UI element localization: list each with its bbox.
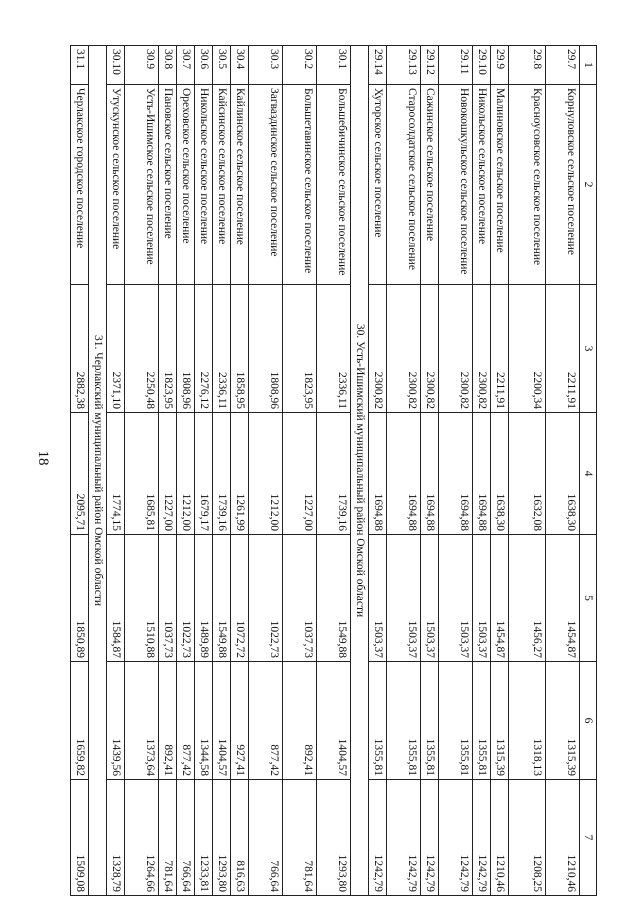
- value-cell: 1638,30: [491, 413, 509, 535]
- row-code: 30.5: [213, 46, 231, 85]
- value-cell: 1233,81: [195, 780, 213, 896]
- value-cell: 1503,37: [421, 535, 439, 662]
- value-cell: 1404,57: [213, 662, 231, 780]
- value-cell: 2336,11: [213, 285, 231, 413]
- value-cell: 1694,88: [473, 413, 491, 535]
- value-cell: 1503,37: [473, 535, 491, 662]
- table-body: [71, 46, 597, 896]
- value-cell: 2095,71: [71, 413, 89, 535]
- table-row: [369, 46, 387, 896]
- settlement-name: Ореховское сельское поселение: [177, 85, 195, 285]
- value-cell: 1261,99: [231, 413, 249, 535]
- row-code: 30.6: [195, 46, 213, 85]
- value-cell: 1242,79: [439, 780, 473, 896]
- settlement-name: Пановское сельское поселение: [159, 85, 177, 285]
- value-cell: 877,42: [249, 662, 283, 780]
- value-cell: 1404,57: [317, 662, 351, 780]
- table-row: [125, 46, 159, 896]
- table-row: [317, 46, 351, 896]
- value-cell: 1808,96: [249, 285, 283, 413]
- value-cell: 1264,66: [125, 780, 159, 896]
- value-cell: 1808,96: [177, 285, 195, 413]
- row-code: 29.9: [491, 46, 509, 85]
- row-code: 30.8: [159, 46, 177, 85]
- value-cell: 1850,89: [71, 535, 89, 662]
- value-cell: 1293,80: [213, 780, 231, 896]
- value-cell: 1549,88: [317, 535, 351, 662]
- value-cell: 1210,46: [491, 780, 509, 896]
- value-cell: 2250,48: [125, 285, 159, 413]
- value-cell: 1694,88: [421, 413, 439, 535]
- row-code: 30.4: [231, 46, 249, 85]
- header-cell: 6: [580, 662, 597, 780]
- settlement-name: Кайлинское сельское поселение: [231, 85, 249, 285]
- row-code: 30.10: [107, 46, 125, 85]
- value-cell: 1685,81: [125, 413, 159, 535]
- value-cell: 1739,16: [317, 413, 351, 535]
- value-cell: 1242,79: [387, 780, 421, 896]
- table-row: [177, 46, 195, 896]
- settlement-name: Старосолдатское сельское поселение: [387, 85, 421, 285]
- value-cell: 1315,39: [546, 662, 580, 780]
- settlement-name: Усть-Ишимское сельское поселение: [125, 85, 159, 285]
- settlement-name: Сажинское сельское поселение: [421, 85, 439, 285]
- table-row: [509, 46, 546, 896]
- value-cell: 2200,34: [509, 285, 546, 413]
- value-cell: 1774,15: [107, 413, 125, 535]
- value-cell: 2300,82: [439, 285, 473, 413]
- value-cell: 1439,56: [107, 662, 125, 780]
- header-cell: 3: [580, 285, 597, 413]
- table-row: [231, 46, 249, 896]
- value-cell: 1210,46: [546, 780, 580, 896]
- row-code: 30.2: [283, 46, 317, 85]
- page-number: 18: [35, 450, 51, 466]
- section-title: 30. Усть-Ишимский муниципальный район Омской области: [351, 46, 369, 896]
- value-cell: 1694,88: [387, 413, 421, 535]
- table-row: [387, 46, 421, 896]
- row-code: 30.3: [249, 46, 283, 85]
- value-cell: 892,41: [159, 662, 177, 780]
- value-cell: 2300,82: [421, 285, 439, 413]
- section-title: 31. Черлакский муниципальный район Омской области: [89, 46, 107, 896]
- value-cell: 1242,79: [421, 780, 439, 896]
- table-row: [107, 46, 125, 896]
- settlement-name: Новокошкульское сельское поселение: [439, 85, 473, 285]
- value-cell: 1242,79: [473, 780, 491, 896]
- header-cell: 4: [580, 413, 597, 535]
- value-cell: 1072,72: [231, 535, 249, 662]
- rotated-table-container: [49, 45, 597, 895]
- table-row: [71, 46, 89, 896]
- value-cell: 1659,82: [71, 662, 89, 780]
- value-cell: 1318,13: [509, 662, 546, 780]
- value-cell: 1212,00: [249, 413, 283, 535]
- table-row: [439, 46, 473, 896]
- row-code: 30.7: [177, 46, 195, 85]
- table-row: [283, 46, 317, 896]
- value-cell: 1355,81: [421, 662, 439, 780]
- section-row: [351, 46, 369, 896]
- tariff-table: [70, 45, 597, 896]
- value-cell: 2211,91: [546, 285, 580, 413]
- header-cell: 1: [580, 46, 597, 85]
- settlement-name: Утускунское сельское поселение: [107, 85, 125, 285]
- value-cell: 1315,39: [491, 662, 509, 780]
- row-code: 29.10: [473, 46, 491, 85]
- settlement-name: Никольское сельское поселение: [473, 85, 491, 285]
- settlement-name: Большебичинское сельское поселение: [317, 85, 351, 285]
- value-cell: 766,64: [177, 780, 195, 896]
- value-cell: 927,41: [231, 662, 249, 780]
- value-cell: 1489,89: [195, 535, 213, 662]
- table-row: [491, 46, 509, 896]
- value-cell: 877,42: [177, 662, 195, 780]
- value-cell: 1355,81: [473, 662, 491, 780]
- value-cell: 1823,95: [283, 285, 317, 413]
- row-code: 30.9: [125, 46, 159, 85]
- value-cell: 1355,81: [387, 662, 421, 780]
- value-cell: 1823,95: [159, 285, 177, 413]
- table-header-row: [580, 46, 597, 896]
- value-cell: 1503,37: [387, 535, 421, 662]
- row-code: 29.12: [421, 46, 439, 85]
- value-cell: 2300,82: [369, 285, 387, 413]
- value-cell: 1858,95: [231, 285, 249, 413]
- value-cell: 1293,80: [317, 780, 351, 896]
- value-cell: 1227,00: [283, 413, 317, 535]
- value-cell: 1344,58: [195, 662, 213, 780]
- value-cell: 1454,87: [491, 535, 509, 662]
- table-row: [546, 46, 580, 896]
- table-row: [213, 46, 231, 896]
- value-cell: 1584,87: [107, 535, 125, 662]
- value-cell: 1694,88: [439, 413, 473, 535]
- row-code: 31.1: [71, 46, 89, 85]
- value-cell: 781,64: [159, 780, 177, 896]
- row-code: 29.14: [369, 46, 387, 85]
- value-cell: 1242,79: [369, 780, 387, 896]
- value-cell: 766,64: [249, 780, 283, 896]
- header-cell: 2: [580, 85, 597, 285]
- value-cell: 1638,30: [546, 413, 580, 535]
- settlement-name: Загваздинское сельское поселение: [249, 85, 283, 285]
- value-cell: 892,41: [283, 662, 317, 780]
- value-cell: 1037,73: [159, 535, 177, 662]
- table-row: [195, 46, 213, 896]
- value-cell: 1694,88: [369, 413, 387, 535]
- value-cell: 1503,37: [369, 535, 387, 662]
- value-cell: 1355,81: [369, 662, 387, 780]
- value-cell: 2300,82: [387, 285, 421, 413]
- row-code: 29.13: [387, 46, 421, 85]
- value-cell: 1208,25: [509, 780, 546, 896]
- value-cell: 1373,64: [125, 662, 159, 780]
- row-code: 29.8: [509, 46, 546, 85]
- table-row: [249, 46, 283, 896]
- value-cell: 1227,00: [159, 413, 177, 535]
- settlement-name: Красноусовское сельское поселение: [509, 85, 546, 285]
- value-cell: 2371,10: [107, 285, 125, 413]
- settlement-name: Черлакское городское поселение: [71, 85, 89, 285]
- table-row: [421, 46, 439, 896]
- value-cell: 781,64: [283, 780, 317, 896]
- value-cell: 1503,37: [439, 535, 473, 662]
- value-cell: 1456,27: [509, 535, 546, 662]
- row-code: 30.1: [317, 46, 351, 85]
- value-cell: 2211,91: [491, 285, 509, 413]
- value-cell: 2276,12: [195, 285, 213, 413]
- value-cell: 2882,38: [71, 285, 89, 413]
- value-cell: 816,63: [231, 780, 249, 896]
- value-cell: 1022,73: [177, 535, 195, 662]
- value-cell: 1509,08: [71, 780, 89, 896]
- value-cell: 1679,17: [195, 413, 213, 535]
- header-cell: 7: [580, 780, 597, 896]
- value-cell: 2336,11: [317, 285, 351, 413]
- value-cell: 1454,87: [546, 535, 580, 662]
- settlement-name: Большетавинское сельское поселение: [283, 85, 317, 285]
- value-cell: 1739,16: [213, 413, 231, 535]
- value-cell: 1022,73: [249, 535, 283, 662]
- value-cell: 1037,73: [283, 535, 317, 662]
- settlement-name: Хуторское сельское поселение: [369, 85, 387, 285]
- value-cell: 1549,88: [213, 535, 231, 662]
- settlement-name: Кайсинское сельское поселение: [213, 85, 231, 285]
- value-cell: 1212,00: [177, 413, 195, 535]
- header-cell: 5: [580, 535, 597, 662]
- value-cell: 1355,81: [439, 662, 473, 780]
- settlement-name: Малиновское сельское поселение: [491, 85, 509, 285]
- settlement-name: Никольское сельское поселение: [195, 85, 213, 285]
- value-cell: 1328,79: [107, 780, 125, 896]
- value-cell: 1632,08: [509, 413, 546, 535]
- table-row: [473, 46, 491, 896]
- row-code: 29.7: [546, 46, 580, 85]
- section-row: [89, 46, 107, 896]
- value-cell: 1510,88: [125, 535, 159, 662]
- table-row: [159, 46, 177, 896]
- row-code: 29.11: [439, 46, 473, 85]
- settlement-name: Корнуловское сельское поселение: [546, 85, 580, 285]
- value-cell: 2300,82: [473, 285, 491, 413]
